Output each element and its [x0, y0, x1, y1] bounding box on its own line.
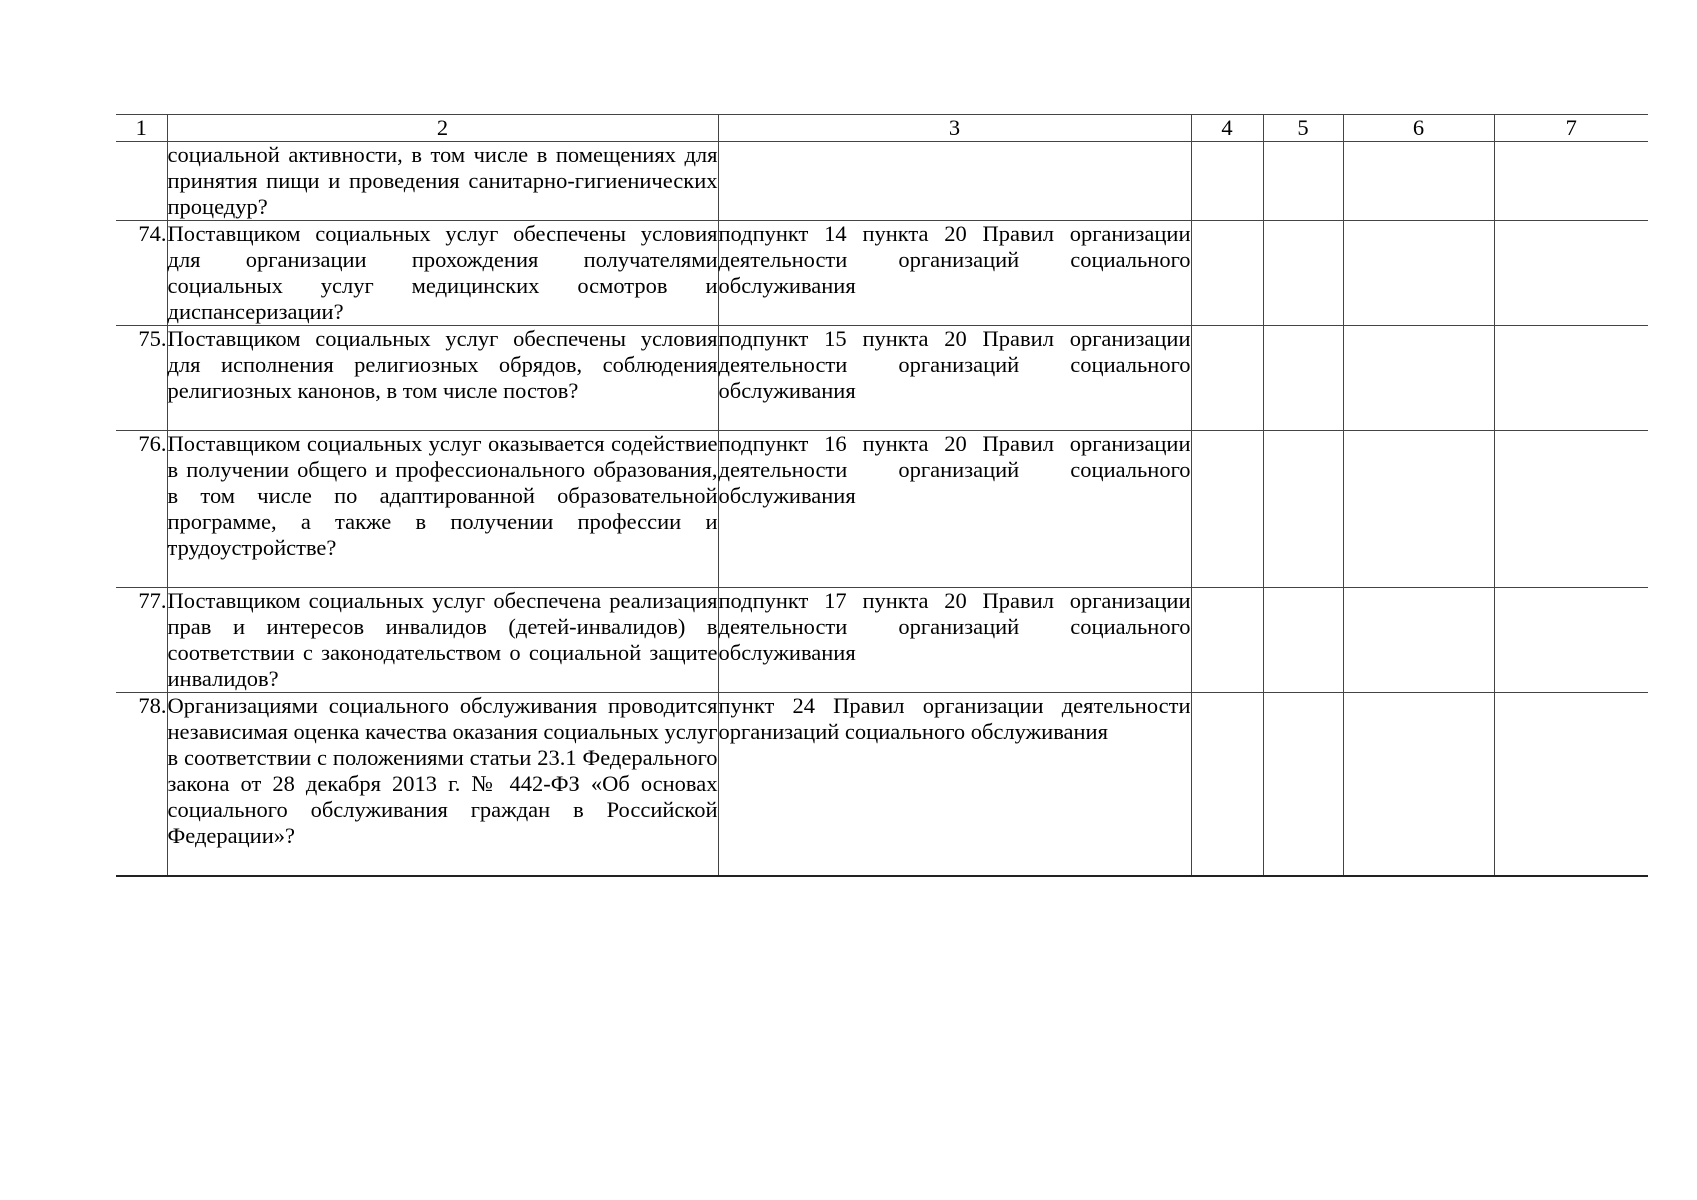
cell-col-6[interactable]: [1343, 693, 1494, 876]
question-text: Поставщиком социальных услуг оказывается содействие в получении общего и профессионального образования, в том числе по адаптированной образовательной программе, а также в получении профессии и трудоустройстве?: [167, 431, 718, 560]
cell-col-5[interactable]: [1263, 221, 1343, 326]
question-text: Поставщиком социальных услуг обеспечены условия для исполнения религиозных обрядов, соблюдения религиозных канонов, в том числе постов?: [167, 326, 718, 403]
cell-col-6[interactable]: [1343, 142, 1494, 221]
question-text: Поставщиком социальных услуг обеспечена реализация прав и интересов инвалидов (детей-инвалидов) в соответствии с законодательством о социальной защите инвалидов?: [167, 588, 718, 691]
requirement-question: [167, 221, 718, 326]
legal-reference: подпункт 17 пункта 20 Правил организации деятельности организаций социального обслуживания: [718, 588, 1191, 693]
legal-reference: подпункт 14 пункта 20 Правил организации деятельности организаций социального обслуживания: [718, 221, 1191, 326]
row-number: 77.: [116, 588, 167, 693]
header-cell-7: 7: [1494, 115, 1648, 142]
header-cell-3: 3: [718, 115, 1191, 142]
cell-col-4[interactable]: [1191, 221, 1263, 326]
question-text: социальной активности, в том числе в помещениях для принятия пищи и проведения санитарно-гигиенических процедур?: [167, 142, 718, 219]
cell-col-7[interactable]: [1494, 221, 1648, 326]
cell-col-6[interactable]: [1343, 588, 1494, 693]
table-row: [116, 326, 1648, 431]
cell-col-5[interactable]: [1263, 588, 1343, 693]
cell-col-7[interactable]: [1494, 431, 1648, 588]
question-text: Поставщиком социальных услуг обеспечены условия для организации прохождения получателями социальных услуг медицинских осмотров и диспансеризации?: [167, 221, 718, 324]
row-number: 76.: [116, 431, 167, 588]
header-cell-1: 1: [116, 115, 167, 142]
question-text: Организациями социального обслуживания проводится независимая оценка качества оказания социальных услуг в соответствии с положениями статьи 23.1 Федерального закона от 28 декабря 2013 г. № 442-ФЗ «Об основах социального обслуживания граждан в Российской Федерации»?: [167, 693, 718, 848]
requirement-question: [167, 326, 718, 431]
table-row: [116, 221, 1648, 326]
row-number: 78.: [116, 693, 167, 876]
table-row: [116, 693, 1648, 876]
cell-col-4[interactable]: [1191, 142, 1263, 221]
cell-col-7[interactable]: [1494, 693, 1648, 876]
table-row: [116, 588, 1648, 693]
cell-col-7[interactable]: [1494, 588, 1648, 693]
requirement-question: [167, 142, 718, 221]
table-row: [116, 431, 1648, 588]
header-cell-5: 5: [1263, 115, 1343, 142]
cell-col-7[interactable]: [1494, 326, 1648, 431]
cell-col-6[interactable]: [1343, 431, 1494, 588]
header-row: [116, 115, 1648, 142]
legal-reference: подпункт 16 пункта 20 Правил организации деятельности организаций социального обслуживания: [718, 431, 1191, 588]
row-number: 75.: [116, 326, 167, 431]
table-row: [116, 142, 1648, 221]
cell-col-4[interactable]: [1191, 431, 1263, 588]
row-number: 74.: [116, 221, 167, 326]
legal-reference: подпункт 15 пункта 20 Правил организации деятельности организаций социального обслуживания: [718, 326, 1191, 431]
cell-col-4[interactable]: [1191, 326, 1263, 431]
document-page: [116, 114, 1648, 877]
header-cell-2: 2: [167, 115, 718, 142]
header-cell-4: 4: [1191, 115, 1263, 142]
cell-col-4[interactable]: [1191, 588, 1263, 693]
cell-col-7[interactable]: [1494, 142, 1648, 221]
requirement-question: [167, 588, 718, 693]
cell-col-5[interactable]: [1263, 142, 1343, 221]
legal-reference: пункт 24 Правил организации деятельности организаций социального обслуживания: [718, 693, 1191, 876]
cell-col-6[interactable]: [1343, 326, 1494, 431]
legal-reference: [718, 142, 1191, 221]
cell-col-4[interactable]: [1191, 693, 1263, 876]
header-cell-6: 6: [1343, 115, 1494, 142]
cell-col-5[interactable]: [1263, 693, 1343, 876]
requirement-question: [167, 693, 718, 876]
requirement-question: [167, 431, 718, 588]
cell-col-6[interactable]: [1343, 221, 1494, 326]
checklist-table: [116, 114, 1648, 877]
cell-col-5[interactable]: [1263, 431, 1343, 588]
cell-col-5[interactable]: [1263, 326, 1343, 431]
row-number: [116, 142, 167, 221]
